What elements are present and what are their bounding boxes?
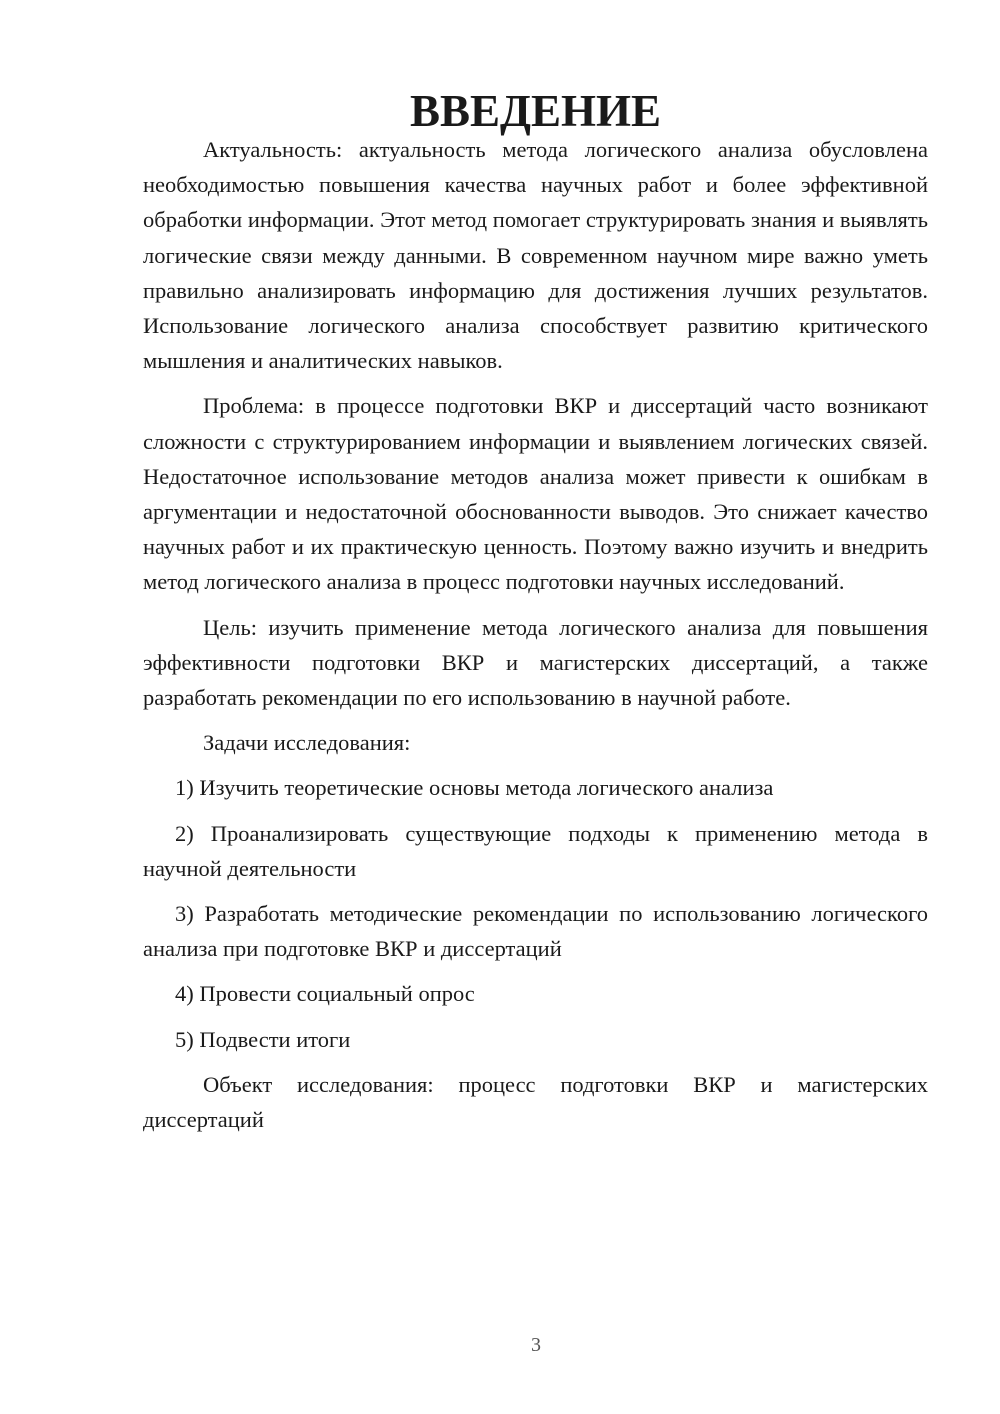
relevance-paragraph: Актуальность: актуальность метода логического анализа обусловлена необходимостью повышения качества научных работ и более эффективной обработки информации. Этот метод помогает структурировать знания и выявлять логические связи между данными. В современном научном мире важно уметь правильно анализировать информацию для достижения лучших результатов. Использование логического анализа способствует развитию критического мышления и аналитических навыков.: [143, 137, 928, 374]
problem-paragraph: Проблема: в процессе подготовки ВКР и диссертаций часто возникают сложности с структурированием информации и выявлением логических связей. Недостаточное использование методов анализа может привести к ошибкам в аргументации и недостаточной обоснованности выводов. Это снижает качество научных работ и их практическую ценность. Поэтому важно изучить и внедрить метод логического анализа в процесс подготовки научных исследований.: [143, 393, 928, 595]
object-paragraph: Объект исследования: процесс подготовки ВКР и магистерских диссертаций: [143, 1071, 928, 1133]
section-heading: ВВЕДЕНИЕ: [409, 86, 662, 136]
goal-paragraph: Цель: изучить применение метода логического анализа для повышения эффективности подготовки ВКР и магистерских диссертаций, а также разработать рекомендации по его использованию в научной работе.: [143, 614, 928, 711]
task-item-4: 4) Провести социальный опрос: [175, 981, 475, 1007]
page-number: 3: [531, 1334, 541, 1356]
task-item-5: 5) Подвести итоги: [175, 1026, 351, 1052]
tasks-heading: Задачи исследования:: [203, 730, 411, 756]
task-item-1: 1) Изучить теоретические основы метода логического анализа: [175, 775, 774, 801]
task-item-2: 2) Проанализировать существующие подходы к применению метода в научной деятельности: [143, 820, 928, 881]
page-content: [143, 86, 928, 1137]
task-item-3: 3) Разработать методические рекомендации по использованию логического анализа при подготовке ВКР и диссертаций: [143, 901, 928, 962]
